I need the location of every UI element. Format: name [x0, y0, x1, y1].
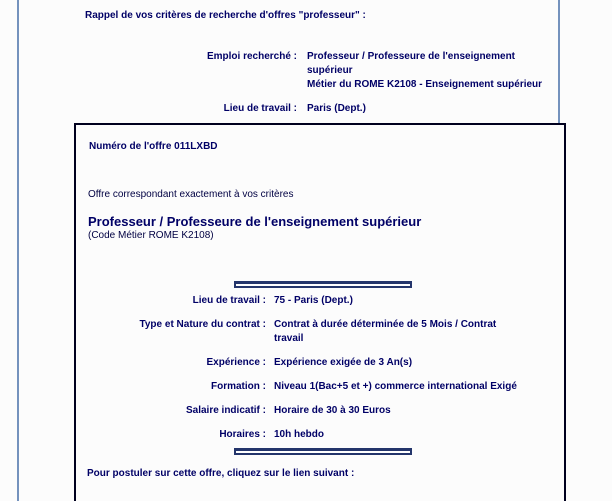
field-value-experience: Expérience exigée de 3 An(s) [274, 357, 413, 368]
field-label-experience: Expérience : [206, 357, 266, 368]
offer-match-note: Offre correspondant exactement à vos critères [88, 189, 294, 200]
search-criteria-recall-title: Rappel de vos critères de recherche d'offres "professeur" : [85, 10, 366, 21]
field-value-lieu: 75 - Paris (Dept.) [274, 295, 353, 306]
field-value-formation: Niveau 1(Bac+5 et +) commerce international Exigé [274, 381, 517, 392]
field-label-lieu: Lieu de travail : [192, 295, 266, 306]
criteria-label-emploi: Emploi recherché : [206, 51, 297, 62]
field-label-salaire: Salaire indicatif : [185, 405, 266, 416]
separator-line-bottom [234, 448, 412, 455]
offer-rome-code: (Code Métier ROME K2108) [88, 230, 214, 241]
search-criteria-list [85, 50, 562, 116]
field-value-contrat: Contrat à durée déterminée de 5 Mois / Contrat travail [274, 319, 497, 344]
separator-line-top [234, 281, 412, 288]
criteria-value-emploi [307, 50, 562, 92]
criteria-value-emploi-line2: Métier du ROME K2108 - Enseignement supérieur [307, 79, 543, 90]
criteria-label-lieu: Lieu de travail : [223, 103, 297, 114]
field-label-horaires: Horaires : [219, 429, 266, 440]
field-label-contrat: Type et Nature du contrat : [139, 319, 266, 330]
criteria-value-lieu-line1: Paris (Dept.) [307, 103, 366, 114]
offer-job-title: Professeur / Professeure de l'enseignement supérieur [88, 214, 422, 229]
offer-detail-box [74, 123, 566, 501]
field-value-horaires: 10h hebdo [274, 429, 325, 440]
offer-fields-table [88, 294, 552, 442]
field-value-salaire: Horaire de 30 à 30 Euros [274, 405, 391, 416]
criteria-value-lieu [307, 102, 562, 116]
offer-number: Numéro de l'offre 011LXBD [89, 141, 218, 152]
criteria-value-emploi-line1: Professeur / Professeure de l'enseignement supérieur [307, 51, 516, 76]
apply-prompt: Pour postuler sur cette offre, cliquez sur le lien suivant : [87, 468, 355, 479]
field-label-formation: Formation : [211, 381, 266, 392]
left-quote-border-line [17, 0, 19, 501]
